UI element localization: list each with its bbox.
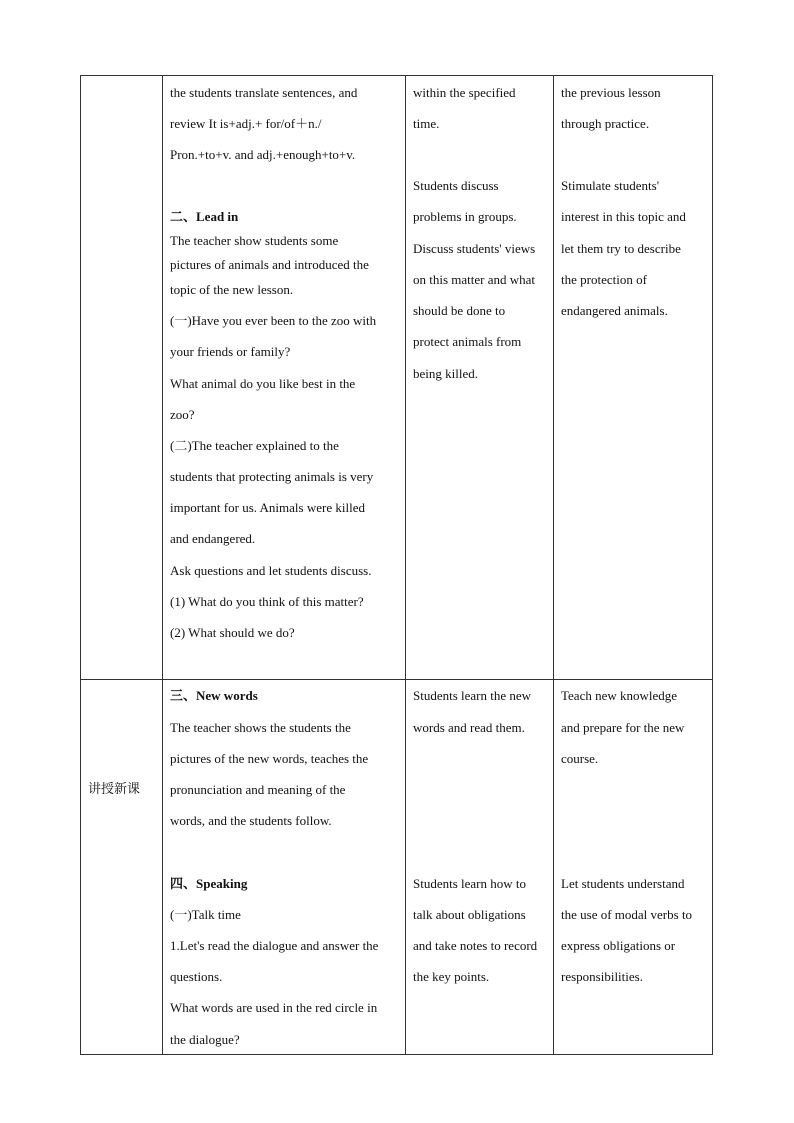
content-line: topic of the new lesson. — [170, 282, 294, 297]
section-number: 四、 — [170, 877, 197, 892]
intent-line: express obligations or — [561, 938, 676, 953]
content-line: What animal do you like best in the — [170, 376, 356, 391]
activity-line: within the specified — [413, 85, 516, 100]
content-line: pronunciation and meaning of the — [170, 782, 346, 797]
activity-line: on this matter and what — [413, 272, 536, 287]
content-line: zoo? — [170, 407, 195, 422]
content-line: Ask questions and let students discuss. — [170, 563, 372, 578]
section-heading-lead-in — [170, 209, 238, 226]
intent-line: the protection of — [561, 272, 647, 287]
row-divider — [81, 679, 712, 680]
intent-line: through practice. — [561, 116, 650, 131]
content-line: students that protecting animals is very — [170, 469, 374, 484]
section-title: Speaking — [196, 876, 248, 891]
intent-line: and prepare for the new — [561, 720, 685, 735]
content-line: What words are used in the red circle in — [170, 1000, 378, 1015]
intent-line: responsibilities. — [561, 969, 643, 984]
activity-line: protect animals from — [413, 334, 522, 349]
intent-line: let them try to describe — [561, 241, 681, 256]
content-line: Pron.+to+v. and adj.+enough+to+v. — [170, 147, 356, 162]
intent-line: interest in this topic and — [561, 209, 686, 224]
intent-line: course. — [561, 751, 599, 766]
activity-line: being killed. — [413, 366, 478, 381]
content-line: 1.Let's read the dialogue and answer the — [170, 938, 379, 953]
activity-line: should be done to — [413, 303, 506, 318]
intent-line: the use of modal verbs to — [561, 907, 693, 922]
content-line: the dialogue? — [170, 1032, 240, 1047]
content-line: the students translate sentences, and — [170, 85, 358, 100]
content-line: (一)Talk time — [170, 907, 241, 922]
column-divider — [162, 76, 163, 1054]
content-line: (2) What should we do? — [170, 625, 295, 640]
section-number: 二、 — [170, 210, 197, 225]
intent-line: Let students understand — [561, 876, 685, 891]
content-line: The teacher shows the students the — [170, 720, 351, 735]
column-divider — [405, 76, 406, 1054]
stage-label: 讲授新课 — [88, 782, 141, 797]
intent-line: Stimulate students' — [561, 178, 660, 193]
intent-line: the previous lesson — [561, 85, 661, 100]
intent-line: Teach new knowledge — [561, 688, 678, 703]
activity-line: talk about obligations — [413, 907, 526, 922]
activity-line: and take notes to record — [413, 938, 538, 953]
intent-line: endangered animals. — [561, 303, 668, 318]
activity-line: Students discuss — [413, 178, 499, 193]
content-line: (二)The teacher explained to the — [170, 438, 339, 453]
content-line: pictures of the new words, teaches the — [170, 751, 369, 766]
activity-line: Discuss students' views — [413, 241, 536, 256]
content-line: important for us. Animals were killed — [170, 500, 365, 515]
section-title: New words — [196, 688, 258, 703]
activity-line: Students learn how to — [413, 876, 527, 891]
content-line: and endangered. — [170, 531, 256, 546]
section-heading-new-words — [170, 688, 258, 705]
activity-line: Students learn the new — [413, 688, 532, 703]
content-line: words, and the students follow. — [170, 813, 332, 828]
column-divider — [553, 76, 554, 1054]
content-line: your friends or family? — [170, 344, 291, 359]
section-number: 三、 — [170, 689, 197, 704]
activity-line: time. — [413, 116, 440, 131]
content-line: questions. — [170, 969, 223, 984]
content-line: review It is+adj.+ for/of＋n./ — [170, 116, 322, 131]
content-line: pictures of animals and introduced the — [170, 257, 369, 272]
content-line: (1) What do you think of this matter? — [170, 594, 364, 609]
activity-line: the key points. — [413, 969, 490, 984]
content-line: The teacher show students some — [170, 233, 339, 248]
section-heading-speaking — [170, 876, 247, 893]
section-title: Lead in — [196, 209, 239, 224]
activity-line: problems in groups. — [413, 209, 517, 224]
content-line: (一)Have you ever been to the zoo with — [170, 313, 377, 328]
activity-line: words and read them. — [413, 720, 525, 735]
